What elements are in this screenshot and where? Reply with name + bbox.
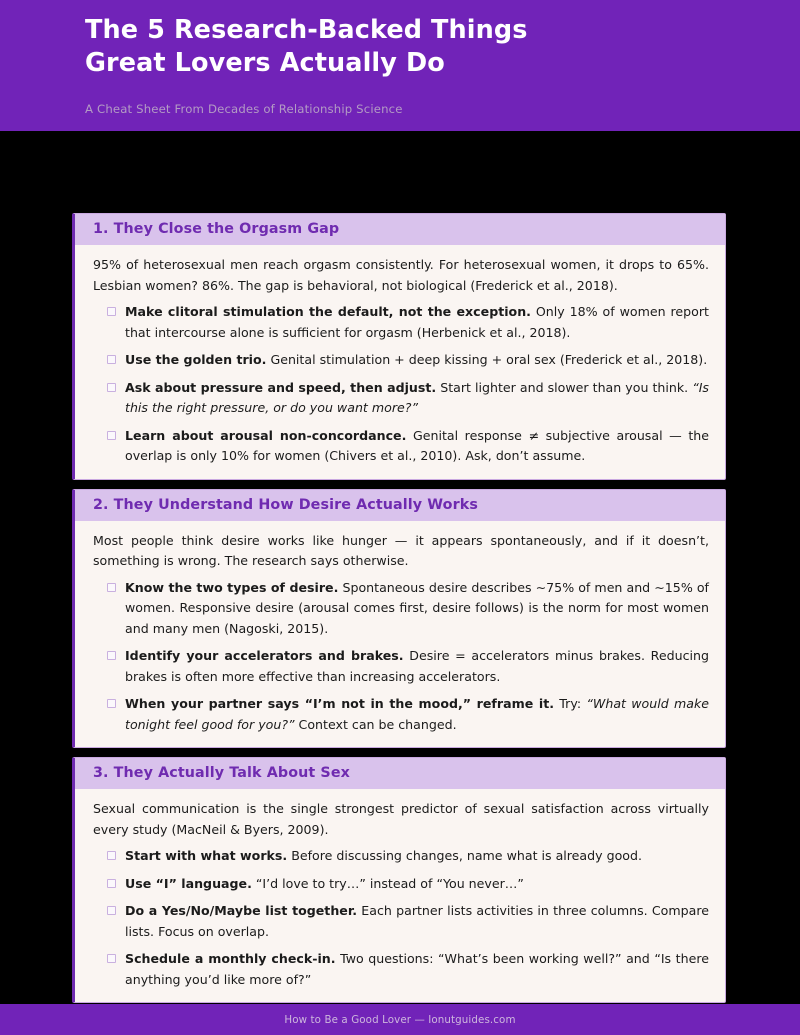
checklist-item-text [125, 578, 709, 640]
checkbox-icon[interactable] [107, 383, 116, 392]
checklist-item-body: Two questions: “What’s been working well?” and “Is there anything you’d like more of?” [125, 951, 709, 987]
checkbox-icon[interactable] [107, 431, 116, 440]
checklist-item[interactable] [93, 646, 709, 687]
section-card [72, 213, 726, 480]
checkbox-icon[interactable] [107, 699, 116, 708]
checklist-item-lead: Start with what works. [125, 848, 288, 863]
checklist-item-lead: Ask about pressure and speed, then adjust. [125, 379, 437, 395]
section-card-header [75, 758, 725, 789]
checklist-item-lead: Use “I” language. [125, 875, 252, 891]
checklist-item-text [125, 426, 709, 467]
checklist-item-text [125, 846, 709, 867]
section-heading: 2. They Understand How Desire Actually Works [93, 496, 478, 513]
checklist-item[interactable] [93, 874, 709, 895]
checklist-item[interactable] [93, 426, 709, 467]
page-title-line1: The 5 Research-Backed Things [85, 15, 528, 45]
checklist-item[interactable] [93, 302, 709, 343]
checklist-item-body: Only 18% of women report that intercourse alone is sufficient for orgasm (Herbenick et al., 2018). [125, 304, 709, 340]
checkbox-icon[interactable] [107, 954, 116, 963]
checklist-item-lead: Learn about arousal non-concordance. [125, 427, 407, 443]
section-card [72, 757, 726, 1003]
checklist-item[interactable] [93, 901, 709, 942]
section-heading: 1. They Close the Orgasm Gap [93, 221, 340, 237]
checklist-item-body: Try: [554, 696, 587, 711]
section-intro-text: Sexual communication is the single strongest predictor of sexual satisfaction across virtually every study (MacNeil & Byers, 2009). [93, 801, 709, 837]
checklist-item[interactable] [93, 949, 709, 990]
section-card-body [75, 245, 725, 479]
section-card-list [72, 213, 726, 1012]
checklist-item-tail: Context can be changed. [294, 716, 457, 732]
checklist-item-body: Before discussing changes, name what is already good. [287, 848, 643, 863]
checklist-item-lead: Do a Yes/No/Maybe list together. [125, 903, 358, 918]
checklist [93, 846, 709, 990]
section-card-header [75, 490, 725, 521]
page-footer [0, 1004, 800, 1035]
checkbox-icon[interactable] [107, 583, 116, 592]
page-subtitle: A Cheat Sheet From Decades of Relationship Science [85, 102, 403, 116]
checklist-item-text [125, 694, 709, 735]
section-card [72, 489, 726, 749]
section-card-header [75, 214, 725, 245]
section-intro-text: 95% of heterosexual men reach orgasm consistently. For heterosexual women, it drops to 65%. Lesbian women? 86%. The gap is behavioral, not biological (Frederick et al., 2018). [93, 257, 709, 293]
section-card-body [75, 521, 725, 748]
checklist [93, 302, 709, 467]
checklist-item-body: Spontaneous desire describes ∼75% of men and ∼15% of women. Responsive desire (arousal comes first, desire follows) is the norm for most women and many men (Nagoski, 2015). [125, 579, 709, 636]
checklist-item-text [125, 302, 709, 343]
checklist-item[interactable] [93, 694, 709, 735]
checklist-item-text [125, 949, 709, 990]
checklist-item-text [125, 646, 709, 687]
checklist [93, 578, 709, 736]
checklist-item-text [125, 901, 709, 942]
section-heading: 3. They Actually Talk About Sex [93, 765, 350, 781]
checklist-item-lead: Use the golden trio. [125, 352, 267, 367]
checklist-item-quote: “Is this the right pressure, or do you want more?” [125, 379, 709, 415]
checklist-item-text [125, 874, 709, 895]
page-title-line2: Great Lovers Actually Do [85, 48, 445, 78]
checklist-item-body: Genital response ≠ subjective arousal — the overlap is only 10% for women (Chivers et al., 2010). Ask, don’t assume. [125, 427, 709, 463]
checklist-item-body: Genital stimulation + deep kissing + oral sex (Frederick et al., 2018). [266, 352, 708, 367]
section-card-body [75, 789, 725, 1002]
checkbox-icon[interactable] [107, 906, 116, 915]
checkbox-icon[interactable] [107, 851, 116, 860]
checklist-item-body: Start lighter and slower than you think. [436, 379, 693, 395]
checklist-item[interactable] [93, 846, 709, 867]
checklist-item-lead: When your partner says “I’m not in the mood,” reframe it. [125, 696, 555, 711]
section-intro-text: Most people think desire works like hunger — it appears spontaneously, and if it doesn’t, something is wrong. The research says otherwise. [93, 532, 709, 568]
checklist-item-lead: Know the two types of desire. [125, 579, 339, 595]
checklist-item[interactable] [93, 350, 709, 371]
page-header [0, 0, 800, 131]
checklist-item-lead: Identify your accelerators and brakes. [125, 648, 404, 663]
checklist-item-body: “I’d love to try…” instead of “You never…” [251, 875, 524, 891]
checkbox-icon[interactable] [107, 307, 116, 316]
checklist-item-text [125, 378, 709, 419]
checklist-item-lead: Schedule a monthly check-in. [125, 951, 336, 966]
checklist-item-text [125, 350, 709, 371]
checklist-item-body: Each partner lists activities in three columns. Compare lists. Focus on overlap. [125, 903, 710, 939]
checklist-item[interactable] [93, 578, 709, 640]
checklist-item-lead: Make clitoral stimulation the default, not the exception. [125, 304, 531, 319]
checkbox-icon[interactable] [107, 651, 116, 660]
checklist-item-quote: “What would make tonight feel good for you?” [125, 696, 709, 732]
checklist-item[interactable] [93, 378, 709, 419]
checkbox-icon[interactable] [107, 879, 116, 888]
footer-text: How to Be a Good Lover — Ionutguides.com [284, 1013, 516, 1026]
checkbox-icon[interactable] [107, 355, 116, 364]
checklist-item-body: Desire = accelerators minus brakes. Reducing brakes is often more effective than increasing accelerators. [125, 648, 709, 684]
